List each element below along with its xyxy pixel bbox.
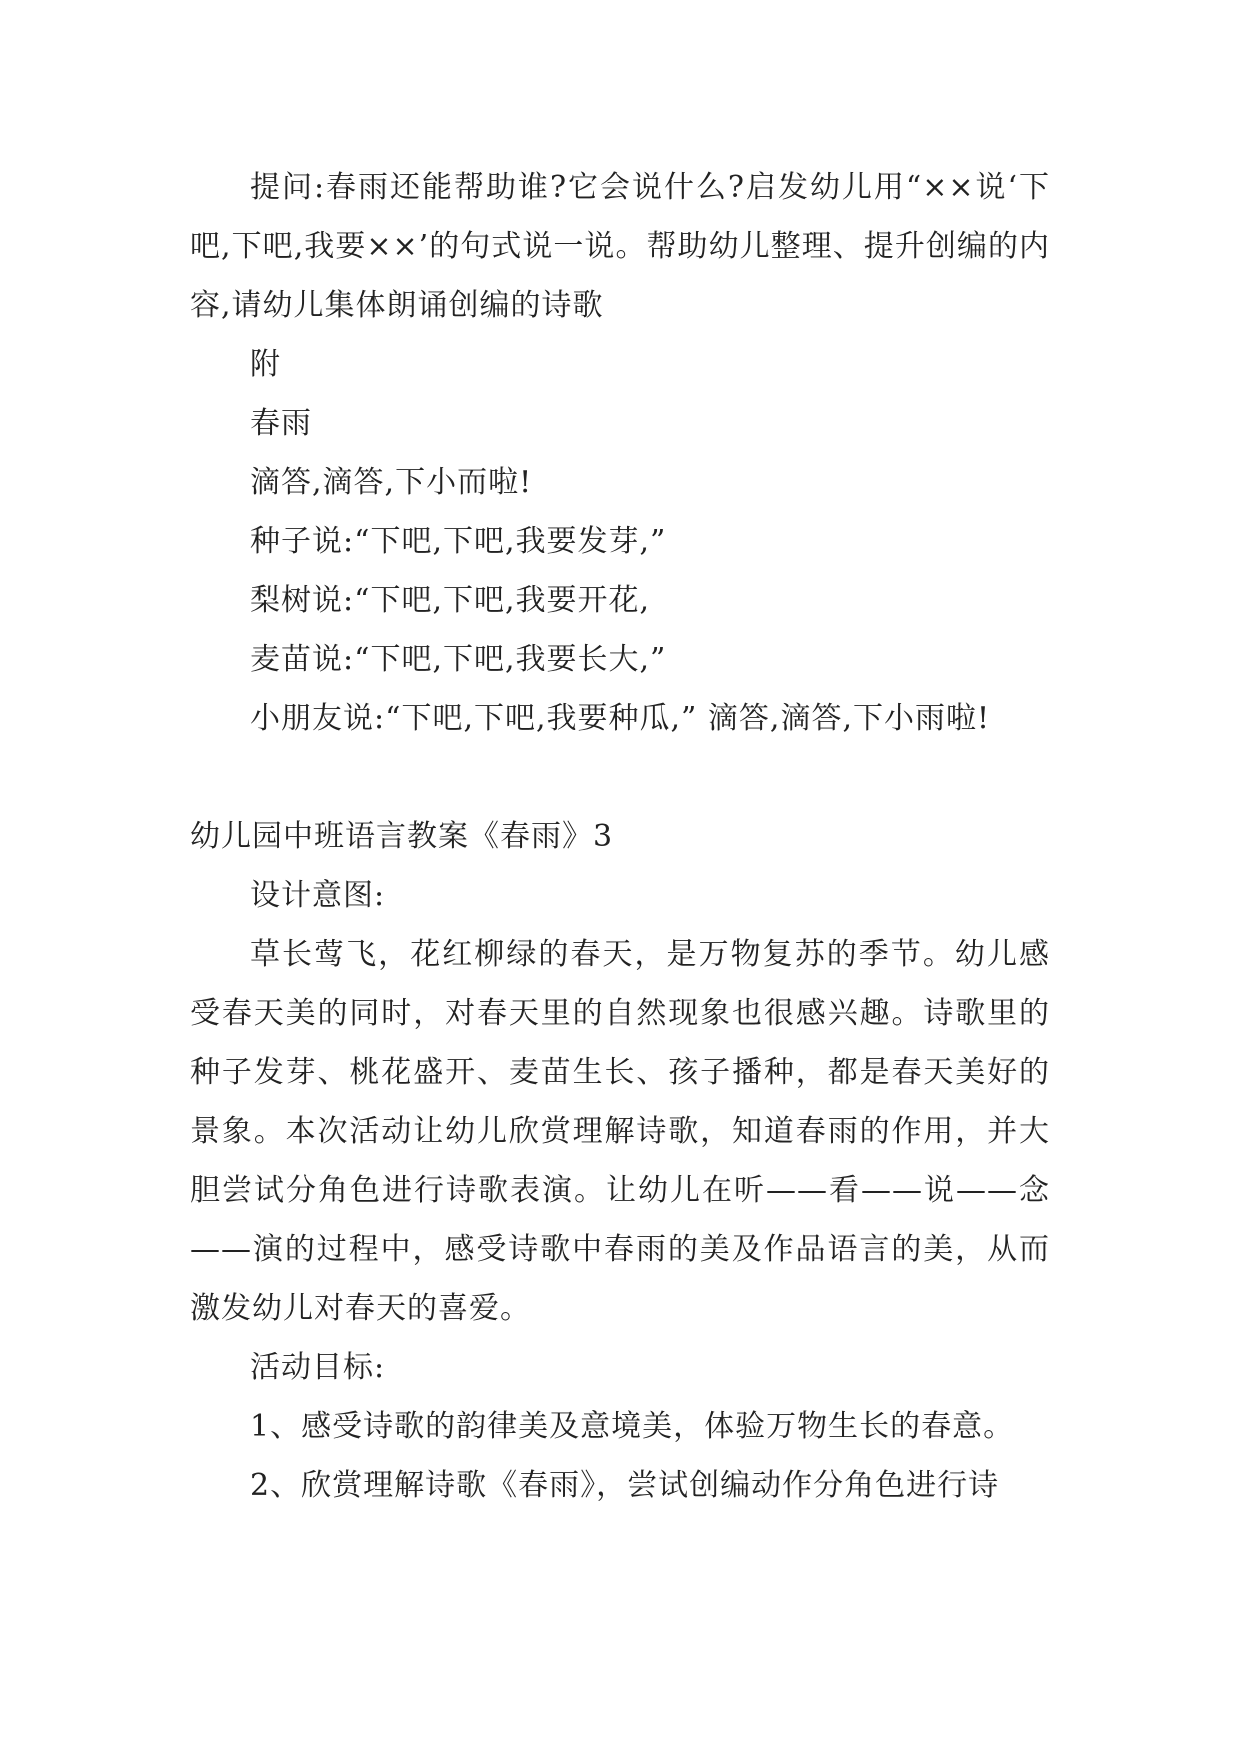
poem-line: 种子说:“下吧,下吧,我要发芽,” bbox=[250, 524, 667, 559]
document-body bbox=[190, 158, 1050, 1515]
design-label: 设计意图: bbox=[250, 878, 386, 913]
appendix-label: 附 bbox=[250, 347, 281, 382]
poem-title: 春雨 bbox=[250, 406, 312, 441]
poem-line: 小朋友说:“下吧,下吧,我要种瓜,” 滴答,滴答,下小雨啦! bbox=[250, 701, 991, 736]
goal-item: 2、欣赏理解诗歌《春雨》，尝试创编动作分角色进行诗 bbox=[250, 1468, 1000, 1503]
poem-line: 滴答,滴答,下小而啦! bbox=[250, 465, 533, 500]
poem-line: 梨树说:“下吧,下吧,我要开花, bbox=[250, 583, 651, 618]
question-paragraph: 提问:春雨还能帮助谁?它会说什么?启发幼儿用“××说‘下吧,下吧,我要××’的句式说一说。帮助幼儿整理、提升创编的内容,请幼儿集体朗诵创编的诗歌 bbox=[190, 170, 1050, 323]
goal-item: 1、感受诗歌的韵律美及意境美，体验万物生长的春意。 bbox=[250, 1409, 1015, 1444]
design-paragraph: 草长莺飞，花红柳绿的春天，是万物复苏的季节。幼儿感受春天美的同时，对春天里的自然现象也很感兴趣。诗歌里的种子发芽、桃花盛开、麦苗生长、孩子播种，都是春天美好的景象。本次活动让幼儿欣赏理解诗歌，知道春雨的作用，并大胆尝试分角色进行诗歌表演。让幼儿在听——看——说——念——演的过程中，感受诗歌中春雨的美及作品语言的美，从而激发幼儿对春天的喜爱。 bbox=[190, 937, 1050, 1326]
section-spacer bbox=[190, 748, 1050, 807]
section-heading: 幼儿园中班语言教案《春雨》3 bbox=[190, 819, 614, 854]
goals-label: 活动目标: bbox=[250, 1350, 386, 1385]
poem-line: 麦苗说:“下吧,下吧,我要长大,” bbox=[250, 642, 667, 677]
